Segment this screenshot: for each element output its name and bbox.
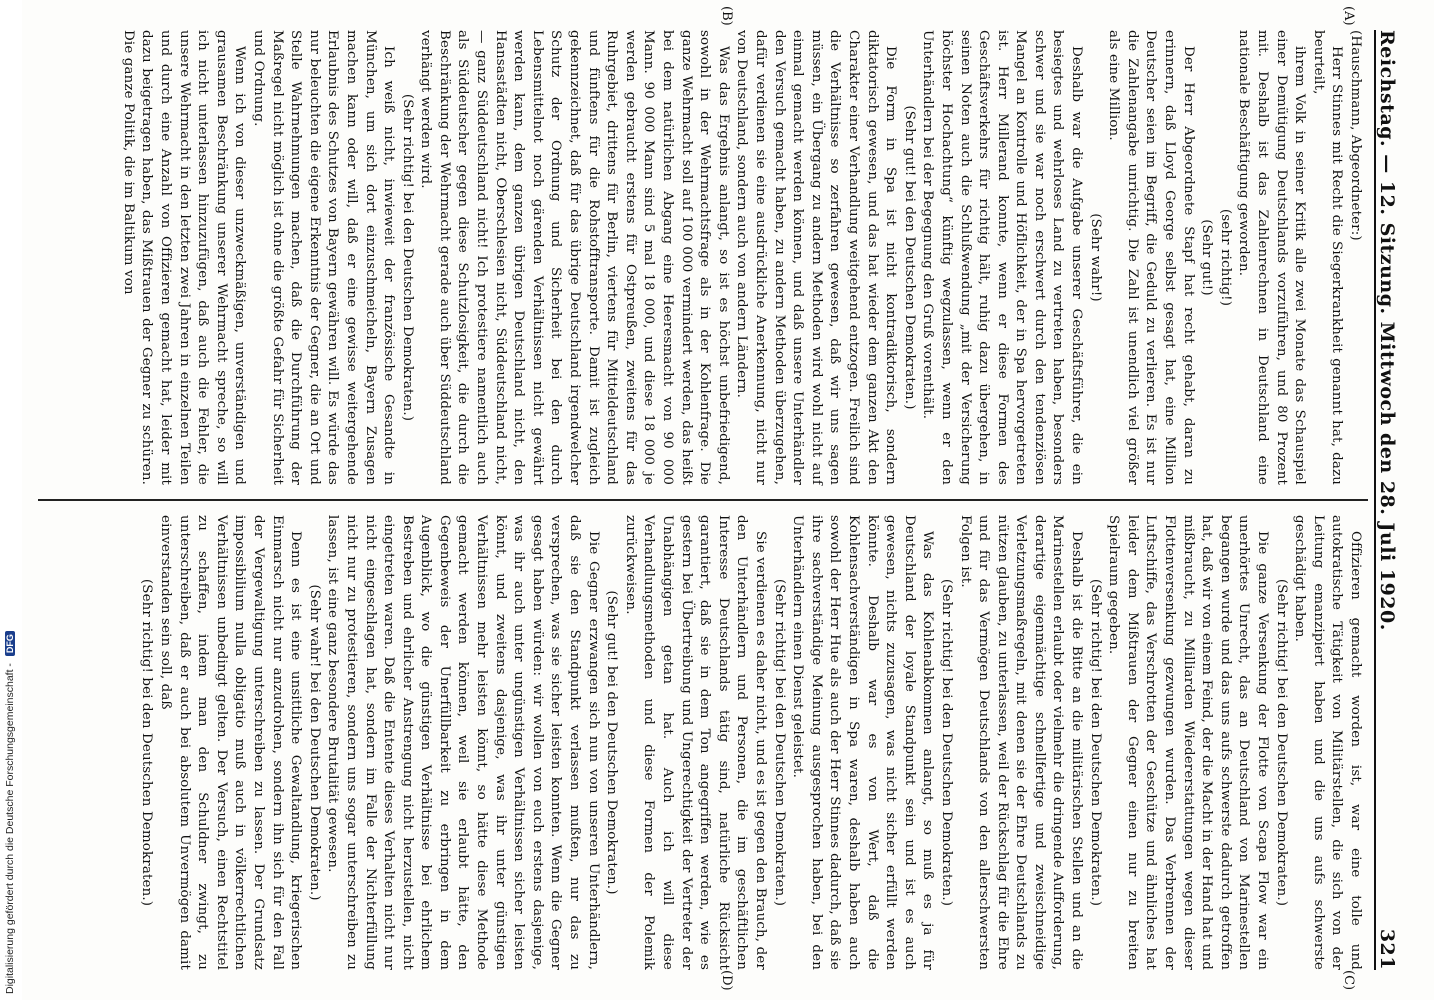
paragraph: Der Herr Abgeordnete Stapf hat recht gehabt, daran zu erinnern, daß Lloyd George selbst gesagt hat, eine Million Deutscher seien im Begriff, die Geduld zu verlieren. Es ist nur die Zahlenangabe unrichtig. Die Zahl ist unendlich viel größer als eine Million. bbox=[1106, 30, 1196, 485]
margin-marker-a: (A) bbox=[1341, 6, 1356, 26]
interjection: (Sehr gut! bei den Deutschen Demokraten.) bbox=[604, 590, 620, 895]
interjection: (Sehr wahr!) bbox=[1087, 213, 1103, 302]
interjection: (Sehr richtig! bei den Deutschen Demokraten.) bbox=[1087, 578, 1103, 907]
speaker-line: (Hauschmann, Abgeordneter:) bbox=[1348, 30, 1363, 241]
paragraph: Wenn ich von dieser unzweckmäßigen, unverständigen und grausamen Beschränkung unserer Wehrmacht spreche, so will ich nicht unterlassen hinzuzufügen, daß auch die Fehler, die unsere Wehrmacht in den letzten zwei Jahren in einzelnen Teilen und durch eine Anzahl von Offizieren gemacht hat, leider mit dazu beigetragen haben, das Mißtrauen der Gegner zu schüren. Die ganze Politik, die im Baltikum von bbox=[120, 30, 248, 485]
paragraph: Offizieren gemacht worden ist, war eine tolle und autokratische Tätigkeit von Militärstellen, die sich von der Leitung emanzipiert haben und die uns aufs schwerste geschädigt haben. bbox=[1292, 515, 1363, 970]
margin-marker-d: (D) bbox=[719, 970, 734, 991]
paragraph: Die Gegner erzwangen sich nun von unseren Unterhändlern, daß sie den Standpunkt verlassen mußten, nur das zu versprechen, was sie sicher leisten konnten. Wenn die Gegner gesagt haben würden: wir wollen von euch erstens dasjenige, was ihr auch unter ungünstigen Verhältnissen sicher leisten könnt, und zweitens dasjenige, was ihr unter günstigen Verhältnissen mehr leisten könnt, so hätte diese Methode gemacht werden können, weil sie erlaubt hätte, den Gegenbeweis der Unerfüllbarkeit zu erbringen in dem Augenblick, wo die günstigen Verhältnisse bei ehrlichem Bestreben und ehrlicher Anstrengung nicht herzustellen, nicht eingetreten waren. Daß die Entente dieses Verhalten nicht nur nicht eingeschlagen hat, sondern im Falle der Nichterfüllung nicht nur zu protestieren, sondern uns sogar unterschreiben zu lassen, ist eine ganz besondere Brutalität gewesen. bbox=[325, 515, 601, 970]
credit-text: Digitalisierung gefördert durch die Deutsche Forschungsgemeinschaft - bbox=[4, 663, 16, 994]
paragraph: Was das Kohlenabkommen anlangt, so muß es ja für Deutschland der loyale Standpunkt sein und ist es auch gewesen, nichts zuzusagen, was nicht sicher erfüllt werden könnte. Deshalb war es von Wert, daß die Kohlensachverständigen in Spa waren, deshalb haben auch sowohl der Herr Hue als auch der Herr Stinnes dadurch, daß sie ihre sachverständige Meinung ausgesprochen haben, bei den Unterhändlern einen Dienst geleistet. bbox=[790, 515, 936, 970]
paragraph: Die Form in Spa ist nicht kontradiktorisch, sondern diktatorisch gewesen, und das hat wieder dem ganzen Akt den Charakter einer Verhandlung weitgehend entzogen. Freilich sind die Verhältnisse so zerfahren gewesen, daß wir uns sagen müssen, ein Übergang zu andern Methoden wird wohl nicht auf einmal gemacht werden können, und daß unsere Unterhändler den Versuch gemacht haben, zu andern Methoden überzugehen, dafür verdienen sie eine ausdrückliche Anerkennung, nicht nur von Deutschland, sondern auch von andern Ländern. bbox=[734, 30, 899, 485]
page-number: 321 bbox=[1376, 928, 1398, 970]
paragraph: Deshalb ist die Bitte an die militärischen Stellen und an die Marinestellen erlaubt oder vielmehr die dringende Aufforderung, derartige eigenmächtige schnellfertige und zweischneidige Verletzungsmaßregeln, mit denen sie der Ehre Deutschlands zu nützen glauben, zu unterlassen, weil der Rückschlag für die Ehre und für das Vermögen Deutschlands von den allerschwersten Folgen ist. bbox=[957, 515, 1085, 970]
interjection: (Sehr gut! bei den Deutschen Demokraten.) bbox=[901, 105, 917, 410]
margin-marker-c: (C) bbox=[1341, 970, 1356, 991]
credit-strip bbox=[0, 0, 22, 1000]
paragraph: Ich weiß nicht, inwieweit der französische Gesandte in München, um sich dort einzuschmeicheln, Bayern Zusagen machen kann oder will, daß er eine gewisse weitergehende Erlaubnis des Schutzes von Bayern gewähren will. Es würde das nur beleuchten die eigene Erkenntnis der Gegner, die an Ort und Stelle Wahrnehmungen machen, daß die Durchführung der Maßregel nicht möglich ist ohne die größte Gefahr für Sicherheit und Ordnung. bbox=[250, 30, 397, 485]
interjection: (Sehr richtig! bei den Deutschen Demokraten.) bbox=[771, 578, 787, 907]
interjection: (Sehr richtig! bei den Deutschen Demokraten.) bbox=[1273, 578, 1289, 907]
interjection: (Sehr gut!) bbox=[1199, 219, 1215, 296]
interjection: (Sehr richtig! bei den Deutschen Demokraten.) bbox=[399, 93, 415, 422]
paragraph: Deshalb war die Aufgabe unserer Geschäftsführer, die ein besiegtes und wehrloses Land zu vertreten haben, besonders schwer und sie war noch erschwert durch den tendenziösen Mangel an Kontrolle und Höflichkeit, der in Spa hervorgetreten ist. Herr Millerand konnte, wenn er diese Formen des Geschäftsverkehrs für richtig hält, ruhig dazu übergehen, in seinen Noten auch die Schlußwendung „mit der Versicherung höchster Hochachtung“ künftig wegzulassen, wenn er den Unterhändlern bei der Begegnung den Gruß vorenthält. bbox=[920, 30, 1085, 485]
interjection: (sehr richtig!) bbox=[1217, 208, 1233, 307]
margin-marker-b: (B) bbox=[719, 6, 734, 26]
interjection: (Sehr richtig! bei den Deutschen Demokraten.) bbox=[139, 578, 155, 907]
paragraph: Die ganze Versenkung der Flotte von Scapa Flow war ein unerhörtes Unrecht, das an Deutschland von Marinestellen begangen wurde und das uns aufs schwerste dadurch getroffen hat, daß wir von einem Feind, der die Macht in der Hand hat und mißbraucht, zu Milliarden Wiedererstattungen wegen dieser Flottenversenkung gezwungen wurden. Das Verbrennen der Luftschiffe, das Verschrotten der Geschütze und ähnliches hat leider dem Mißtrauen der Gegner einen nur zu breiten Spielraum gegeben. bbox=[1106, 515, 1271, 970]
dfg-logo: DFG bbox=[5, 631, 15, 656]
column-divider bbox=[38, 499, 1368, 501]
paragraph: Sie verdienen es daher nicht, und es ist gegen den Brauch, der den Unterhändlern und Personen, die im geschäftlichen Interesse Deutschlands tätig sind, natürliche Rücksicht garantiert, daß sie in dem Ton angegriffen werden, wie es gestern bei Übertreibung und Ungerechtigkeit der Vertreter der Unabhängigen getan hat. Auch ich will diese Verhandlungsmethoden und diese Formen der Polemik zurückweisen. bbox=[622, 515, 768, 970]
credit-line bbox=[4, 631, 16, 994]
page-header bbox=[1374, 30, 1412, 970]
paragraph: Was das Ergebnis anlangt, so ist es höchst unbefriedigend, sowohl in der Wehrmachtsfrage als in der Kohlenfrage. Die ganze Wehrmacht soll auf 100 000 vermindert werden, das heißt bei dem natürlichen Abgang eine Heeresmacht von 90 000 Mann. 90 000 Mann sind 5 mal 18 000, und diese 18 000 je werden gebraucht erstens für Ostpreußen, zweitens für das Ruhrgebiet, drittens für Berlin, viertens für Mitteldeutschland und fünftens für die Rohstofftransporte. Damit ist zugleich gekennzeichnet, daß für das übrige Deutschland irgendwelcher Schutz der Ordnung und Sicherheit bei den durch Lebensmittelnot noch gärenden Verhältnissen nicht gewährt werden kann, dem ganzen übrigen Deutschland nicht, den Hansastädten nicht, Oberschlesien nicht, Süddeutschland nicht, — ganz Süddeutschland nicht! Ich protestiere namentlich auch als Süddeutscher gegen diese Schutzlosigkeit, die durch die Beschränkung der Wehrmacht gerade auch über Süddeutschland verhängt werden wird. bbox=[418, 30, 731, 485]
paragraph: Denn es ist eine unsittliche Gewaltandlung, kriegerischen Einmarsch nicht nur anzudrohen, sondern ihn sich für den Fall der Vergewaltigung unterschreiben zu lassen. Der Grundsatz impossibilium nulla obligatio muß auch in völkerrechtlichen Verhältnissen unbedingt gelten. Der Versuch, einen Rechtstitel zu schaffen, indem man den Schuldner zwingt, zu unterschreiben, daß er auch bei absolutem Unvermögen damit einverstanden sein soll, daß bbox=[158, 515, 304, 970]
interjection: (Sehr richtig! bei den Deutschen Demokraten.) bbox=[938, 578, 954, 907]
header-title: Reichstag. — 12. Sitzung. Mittwoch den 28. Juli 1920. bbox=[1376, 30, 1398, 631]
paragraph: ihrem Volk in seiner Kritik alle zwei Monate das Schauspiel einer Demütigung Deutschlands vorzuführen, und 80 Prozent mit. Deshalb ist das Zahlenrechnen in Deutschland eine nationale Beschäftigung geworden. bbox=[1236, 30, 1308, 485]
left-column bbox=[118, 30, 1364, 485]
interjection: (Sehr wahr! bei den Deutschen Demokraten.) bbox=[306, 584, 322, 901]
right-column bbox=[137, 515, 1364, 970]
paragraph: Herr Stinnes mit Recht die Siegerkrankheit genannt hat, dazu beurteilt, bbox=[1310, 30, 1345, 485]
